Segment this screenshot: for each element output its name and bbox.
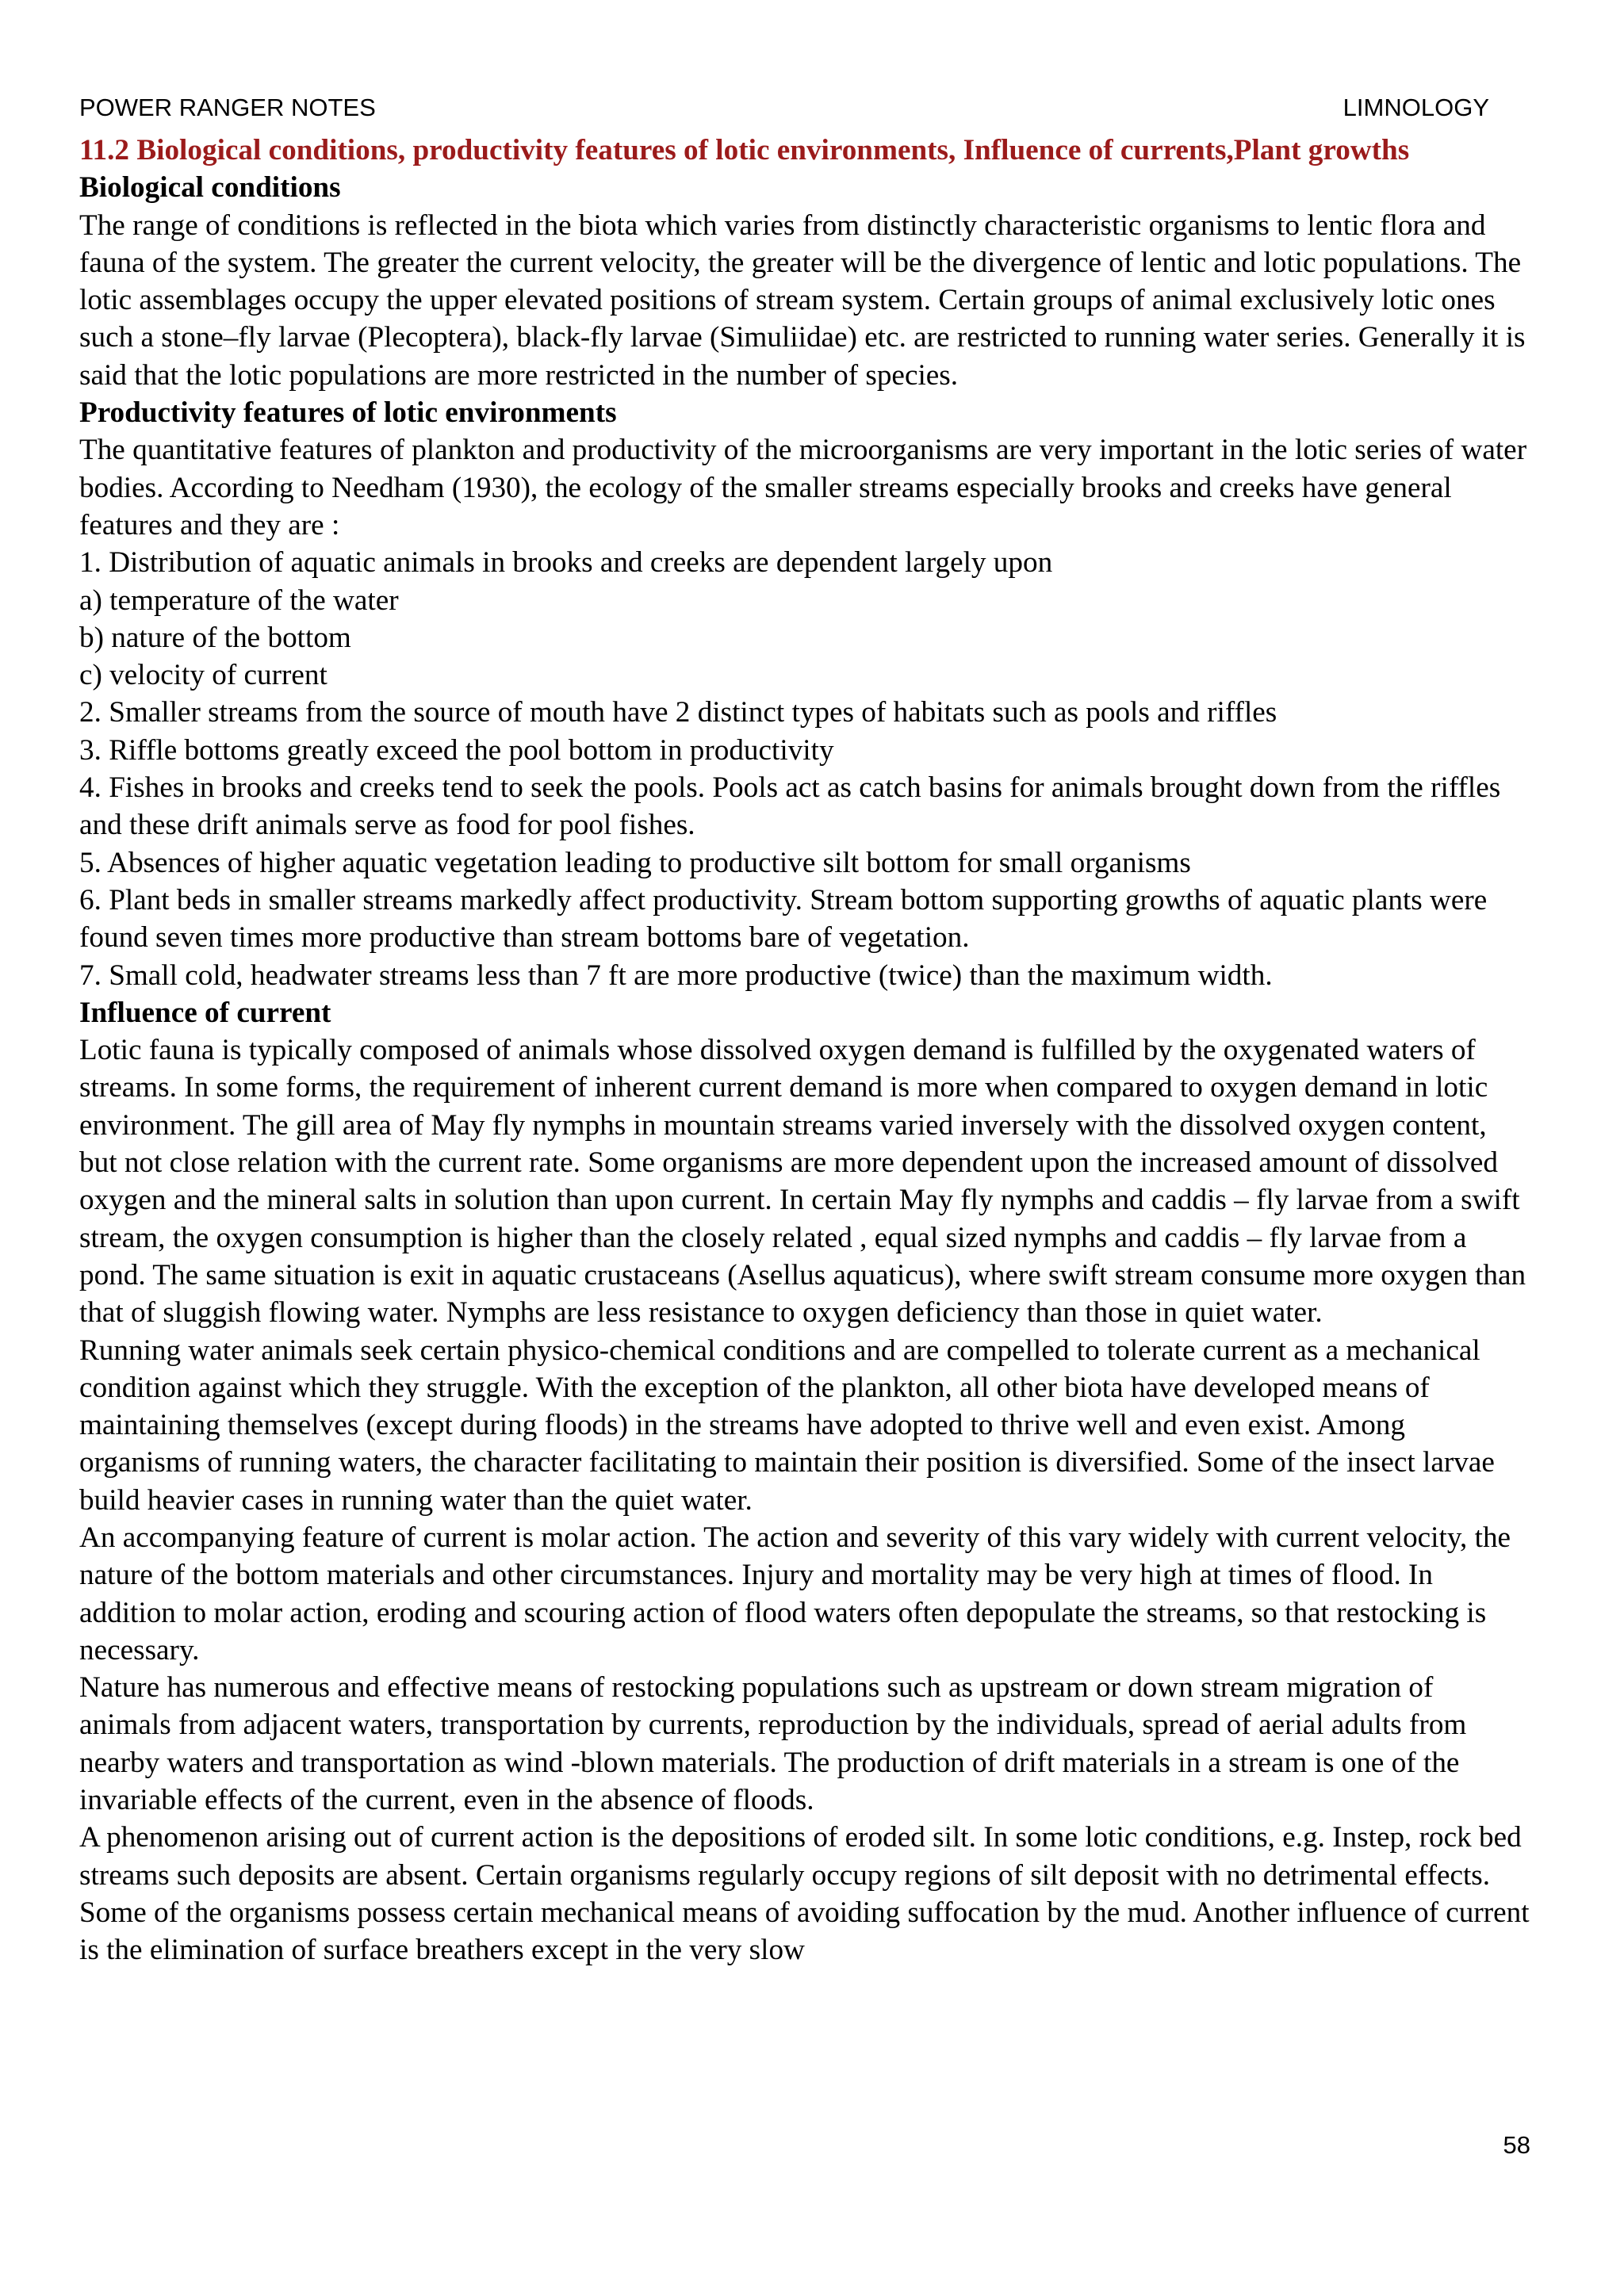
- list-item: a) temperature of the water: [79, 584, 399, 617]
- page-content: [79, 132, 1530, 1969]
- productivity-heading: Productivity features of lotic environments: [79, 396, 617, 430]
- header-left-text: POWER RANGER NOTES: [79, 94, 376, 121]
- page-header: [79, 94, 1545, 133]
- list-item: 2. Smaller streams from the source of mouth have 2 distinct types of habitats such as pools and riffles: [79, 696, 1277, 729]
- list-item: 4. Fishes in brooks and creeks tend to seek the pools. Pools act as catch basins for animals brought down from the riffles and these drift animals serve as food for pool fishes.: [79, 771, 1501, 842]
- current-paragraph: Running water animals seek certain physico-chemical conditions and are compelled to tolerate current as a mechanical condition against which they struggle. With the exception of the plankton, all other biota have developed means of maintaining themselves (except during floods) in the streams have adopted to thrive well and even exist. Among organisms of running waters, the character facilitating to maintain their position is diversified. Some of the insect larvae build heavier cases in running water than the quiet water.: [79, 1334, 1495, 1517]
- biological-conditions-text: The range of conditions is reflected in the biota which varies from distinctly characteristic organisms to lentic flora and fauna of the system. The greater the current velocity, the greater will be the divergence of lentic and lotic populations. The lotic assemblages occupy the upper elevated positions of stream system. Certain groups of animal exclusively lotic ones such a stone–fly larvae (Plecoptera), black-fly larvae (Simuliidae) etc. are restricted to running water series. Generally it is said that the lotic populations are more restricted in the number of species.: [79, 209, 1526, 392]
- list-item: 6. Plant beds in smaller streams markedly affect productivity. Stream bottom supporting growths of aquatic plants were found seven times more productive than stream bottoms bare of vegetation.: [79, 883, 1488, 955]
- biological-conditions-heading: Biological conditions: [79, 171, 341, 205]
- list-item: b) nature of the bottom: [79, 621, 351, 654]
- influence-of-current-heading: Influence of current: [79, 996, 331, 1029]
- productivity-intro: The quantitative features of plankton and productivity of the microorganisms are very important in the lotic series of water bodies. According to Needham (1930), the ecology of the smaller streams especially brooks and creeks have general features and they are :: [79, 434, 1527, 541]
- header-right-text: LIMNOLOGY: [1342, 94, 1489, 121]
- list-item: 7. Small cold, headwater streams less than 7 ft are more productive (twice) than the maximum width.: [79, 959, 1273, 992]
- list-item: 5. Absences of higher aquatic vegetation leading to productive silt bottom for small organisms: [79, 846, 1191, 879]
- page-number: 58: [1503, 2131, 1530, 2159]
- current-paragraph: Lotic fauna is typically composed of animals whose dissolved oxygen demand is fulfilled by the oxygenated waters of streams. In some forms, the requirement of inherent current demand is more when compared to oxygen demand in lotic environment. The gill area of May fly nymphs in mountain streams varied inversely with the dissolved oxygen content, but not close relation with the current rate. Some organisms are more dependent upon the increased amount of dissolved oxygen and the mineral salts in solution than upon current. In certain May fly nymphs and caddis – fly larvae from a swift stream, the oxygen consumption is higher than the closely related , equal sized nymphs and caddis – fly larvae from a pond. The same situation is exit in aquatic crustaceans (Asellus aquaticus), where swift stream consume more oxygen than that of sluggish flowing water. Nymphs are less resistance to oxygen deficiency than those in quiet water.: [79, 1034, 1526, 1330]
- current-paragraph: A phenomenon arising out of current action is the depositions of eroded silt. In some lotic conditions, e.g. Instep, rock bed streams such deposits are absent. Certain organisms regularly occupy regions of silt deposit with no detrimental effects. Some of the organisms possess certain mechanical means of avoiding suffocation by the mud. Another influence of current is the elimination of surface breathers except in the very slow: [79, 1821, 1530, 1967]
- list-item: 3. Riffle bottoms greatly exceed the pool bottom in productivity: [79, 733, 834, 767]
- section-title: 11.2 Biological conditions, productivity features of lotic environments, Influence of currents,Plant growths: [79, 134, 1410, 166]
- list-item: 1. Distribution of aquatic animals in brooks and creeks are dependent largely upon: [79, 546, 1053, 580]
- current-paragraph: Nature has numerous and effective means of restocking populations such as upstream or down stream migration of animals from adjacent waters, transportation by currents, reproduction by the individuals, spread of aerial adults from nearby waters and transportation as wind -blown materials. The production of drift materials in a stream is one of the invariable effects of the current, even in the absence of floods.: [79, 1671, 1467, 1817]
- current-paragraph: An accompanying feature of current is molar action. The action and severity of this vary widely with current velocity, the nature of the bottom materials and other circumstances. Injury and mortality may be very high at times of flood. In addition to molar action, eroding and scouring action of flood waters often depopulate the streams, so that restocking is necessary.: [79, 1521, 1511, 1667]
- list-item: c) velocity of current: [79, 659, 327, 692]
